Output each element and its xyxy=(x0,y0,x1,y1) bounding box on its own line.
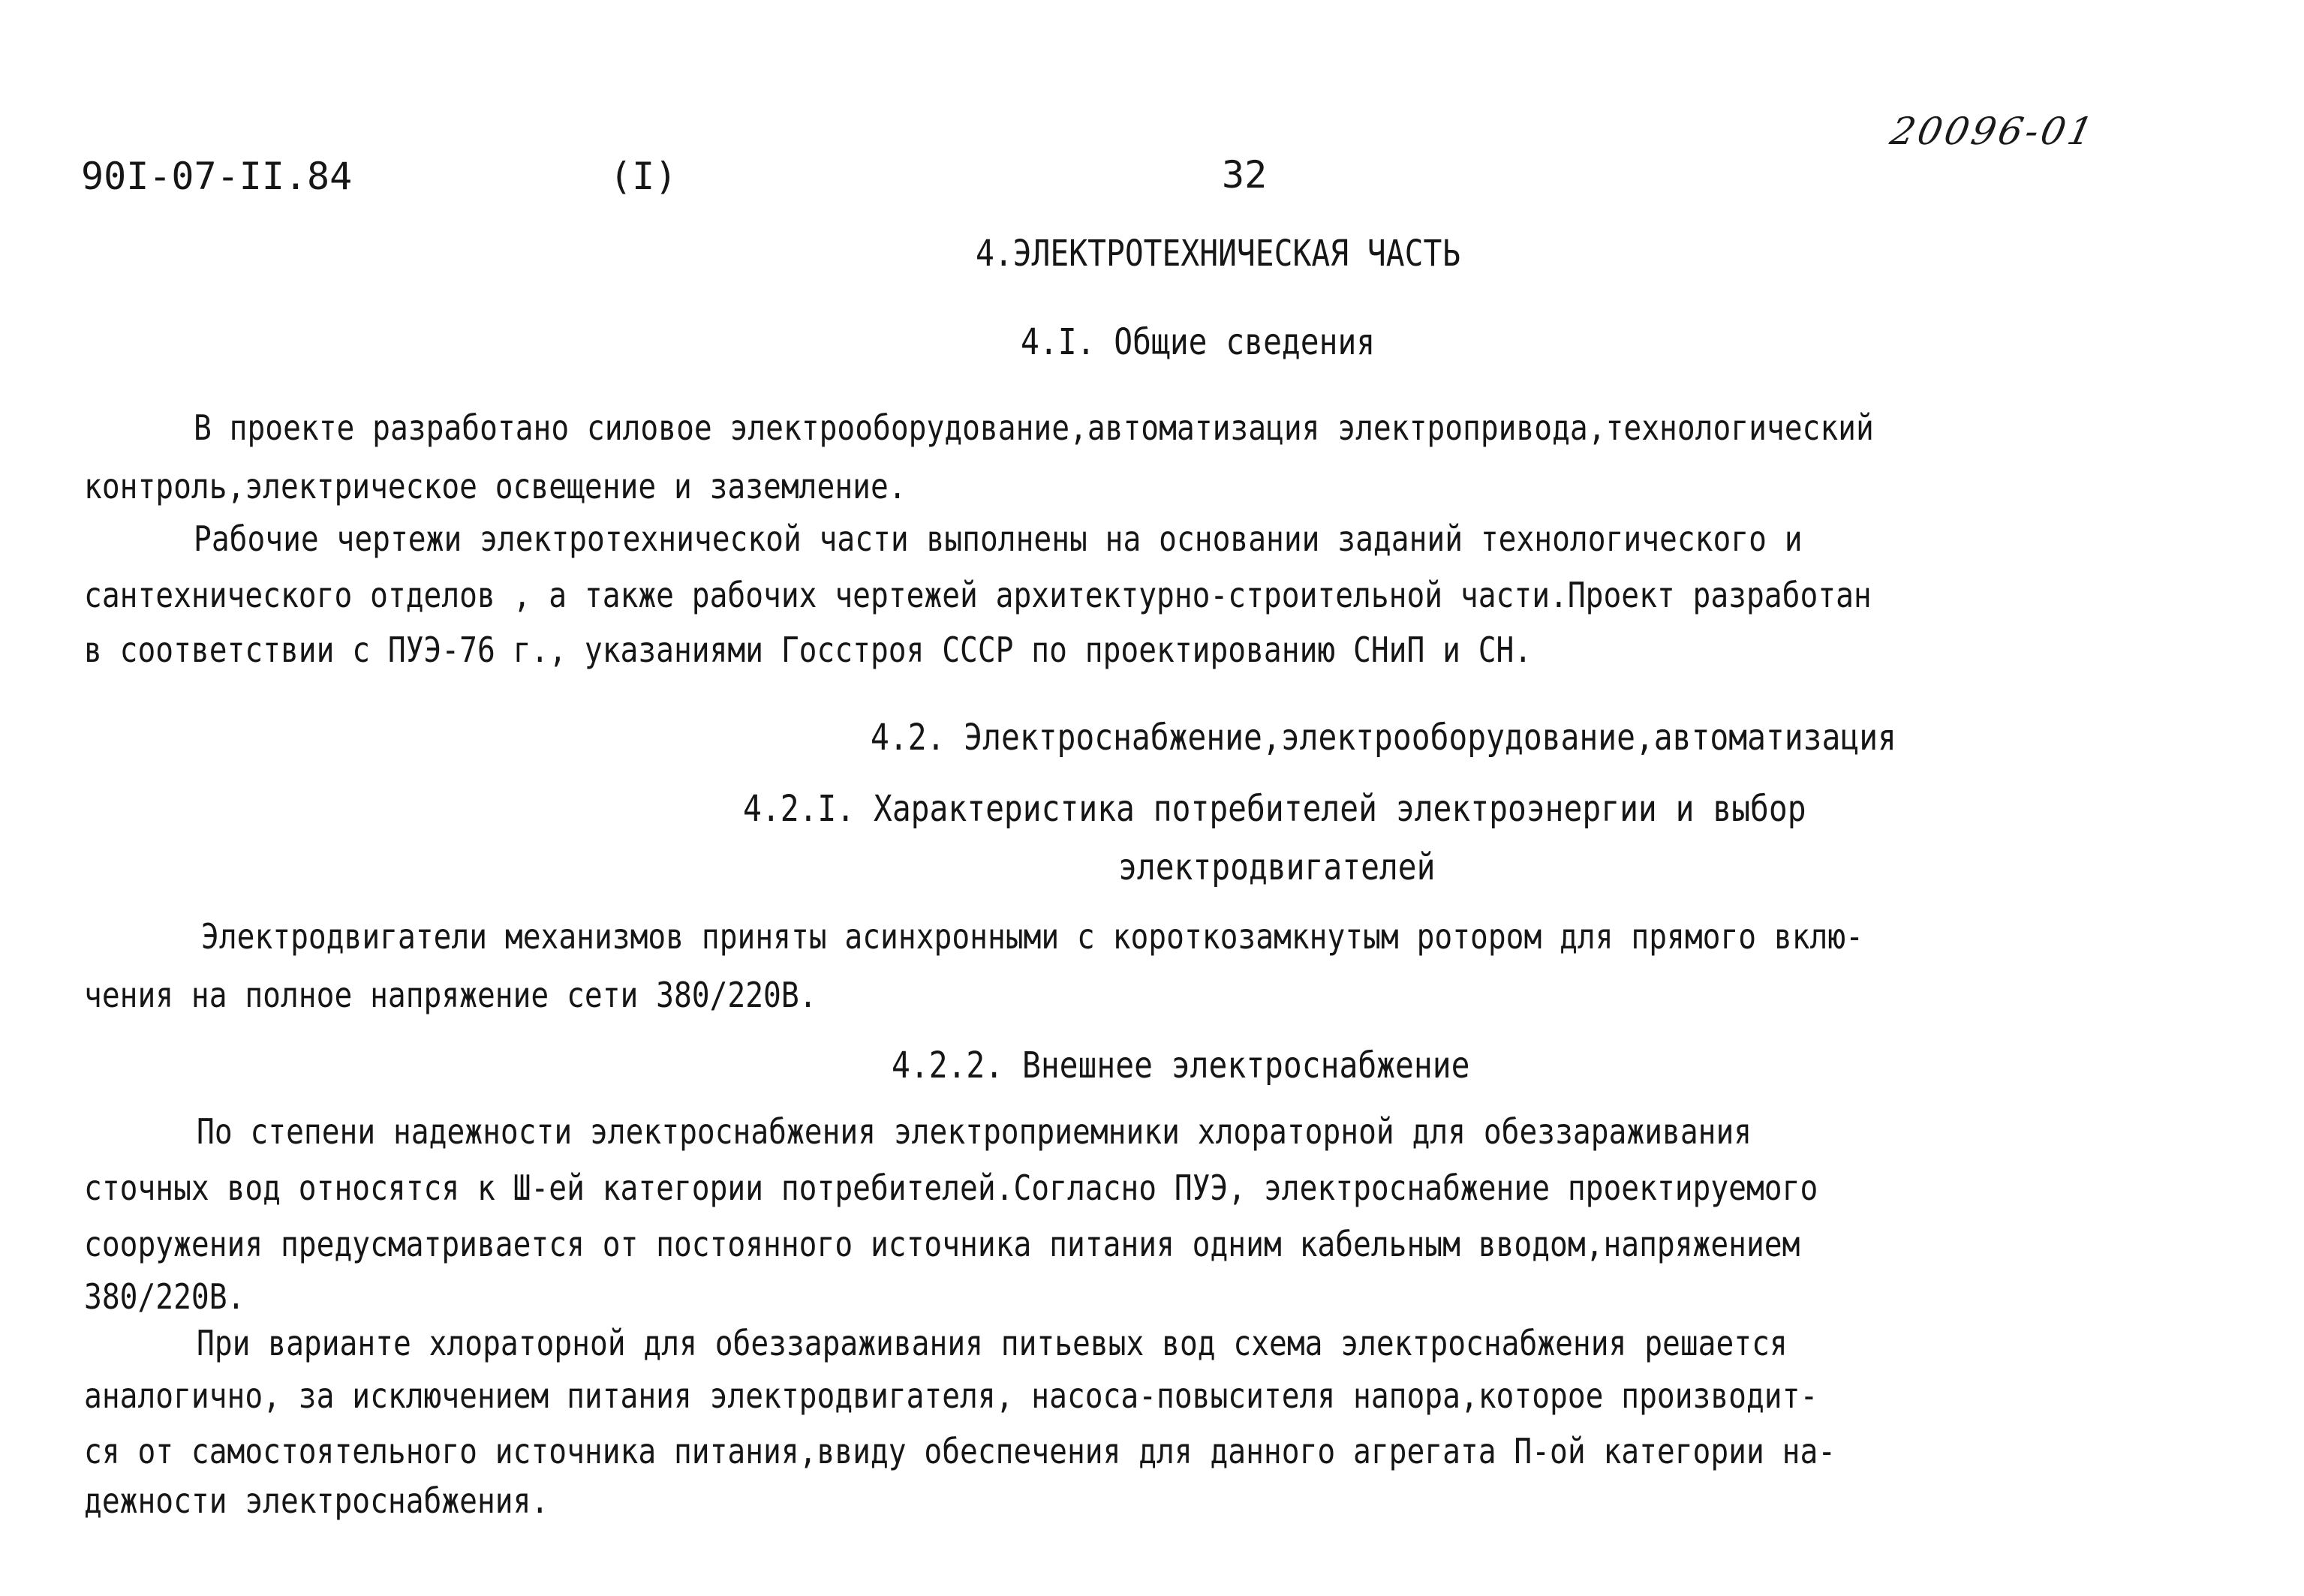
subsection-heading-4-2-1-cont: электродвигателей xyxy=(1118,846,1436,888)
paragraph-line: аналогично, за исключением питания электродвигателя, насоса-повысителя напора,которое производит- xyxy=(84,1375,1818,1416)
paragraph-line: дежности электроснабжения. xyxy=(84,1480,549,1521)
paragraph-line: По степени надежности электроснабжения электроприемники хлораторной для обеззараживания xyxy=(197,1111,1752,1152)
volume-number: (I) xyxy=(609,155,678,198)
subsection-heading-4-2-2: 4.2.2. Внешнее электроснабжение xyxy=(892,1044,1470,1087)
paragraph-line: В проекте разработано силовое электрооборудование,автоматизация электропривода,технологический xyxy=(194,407,1874,448)
paragraph-line: в соответствии с ПУЭ-76 г., указаниями Госстроя СССР по проектированию СНиП и СН. xyxy=(84,630,1532,670)
paragraph-line: чения на полное напряжение сети 380/220В. xyxy=(84,975,817,1015)
paragraph-line: Рабочие чертежи электротехнической части выполнены на основании заданий технологического и xyxy=(194,518,1803,559)
paragraph-line: ся от самостоятельного источника питания,ввиду обеспечения для данного агрегата П-ой категории на- xyxy=(84,1431,1836,1471)
document-code: 90I-07-II.84 xyxy=(81,155,353,198)
paragraph-line: сантехнического отделов , а также рабочих чертежей архитектурно-строительной части.Проект разработан xyxy=(84,575,1872,615)
paragraph-line: 380/220В. xyxy=(84,1276,245,1317)
handwritten-archive-number: 20096-01 xyxy=(1886,110,2100,153)
paragraph-line: Электродвигатели механизмов приняты асинхронными с короткозамкнутым ротором для прямого вклю- xyxy=(201,916,1863,957)
paragraph-line: сточных вод относятся к Ш-ей категории потребителей.Согласно ПУЭ, электроснабжение проектируемого xyxy=(84,1168,1818,1208)
section-heading: 4.ЭЛЕКТРОТЕХНИЧЕСКАЯ ЧАСТЬ xyxy=(976,233,1461,275)
paragraph-line: контроль,электрическое освещение и заземление. xyxy=(84,466,907,506)
subsection-heading-4-1: 4.I. Общие сведения xyxy=(1021,321,1376,363)
paragraph-line: сооружения предусматривается от постоянного источника питания одним кабельным вводом,напряжением xyxy=(84,1224,1800,1264)
page-number: 32 xyxy=(1222,153,1268,197)
subsection-heading-4-2-1: 4.2.I. Характеристика потребителей электроэнергии и выбор xyxy=(743,788,1806,830)
subsection-heading-4-2: 4.2. Электроснабжение,электрооборудование,автоматизация xyxy=(871,717,1896,759)
paragraph-line: При варианте хлораторной для обеззараживания питьевых вод схема электроснабжения решается xyxy=(197,1323,1788,1363)
